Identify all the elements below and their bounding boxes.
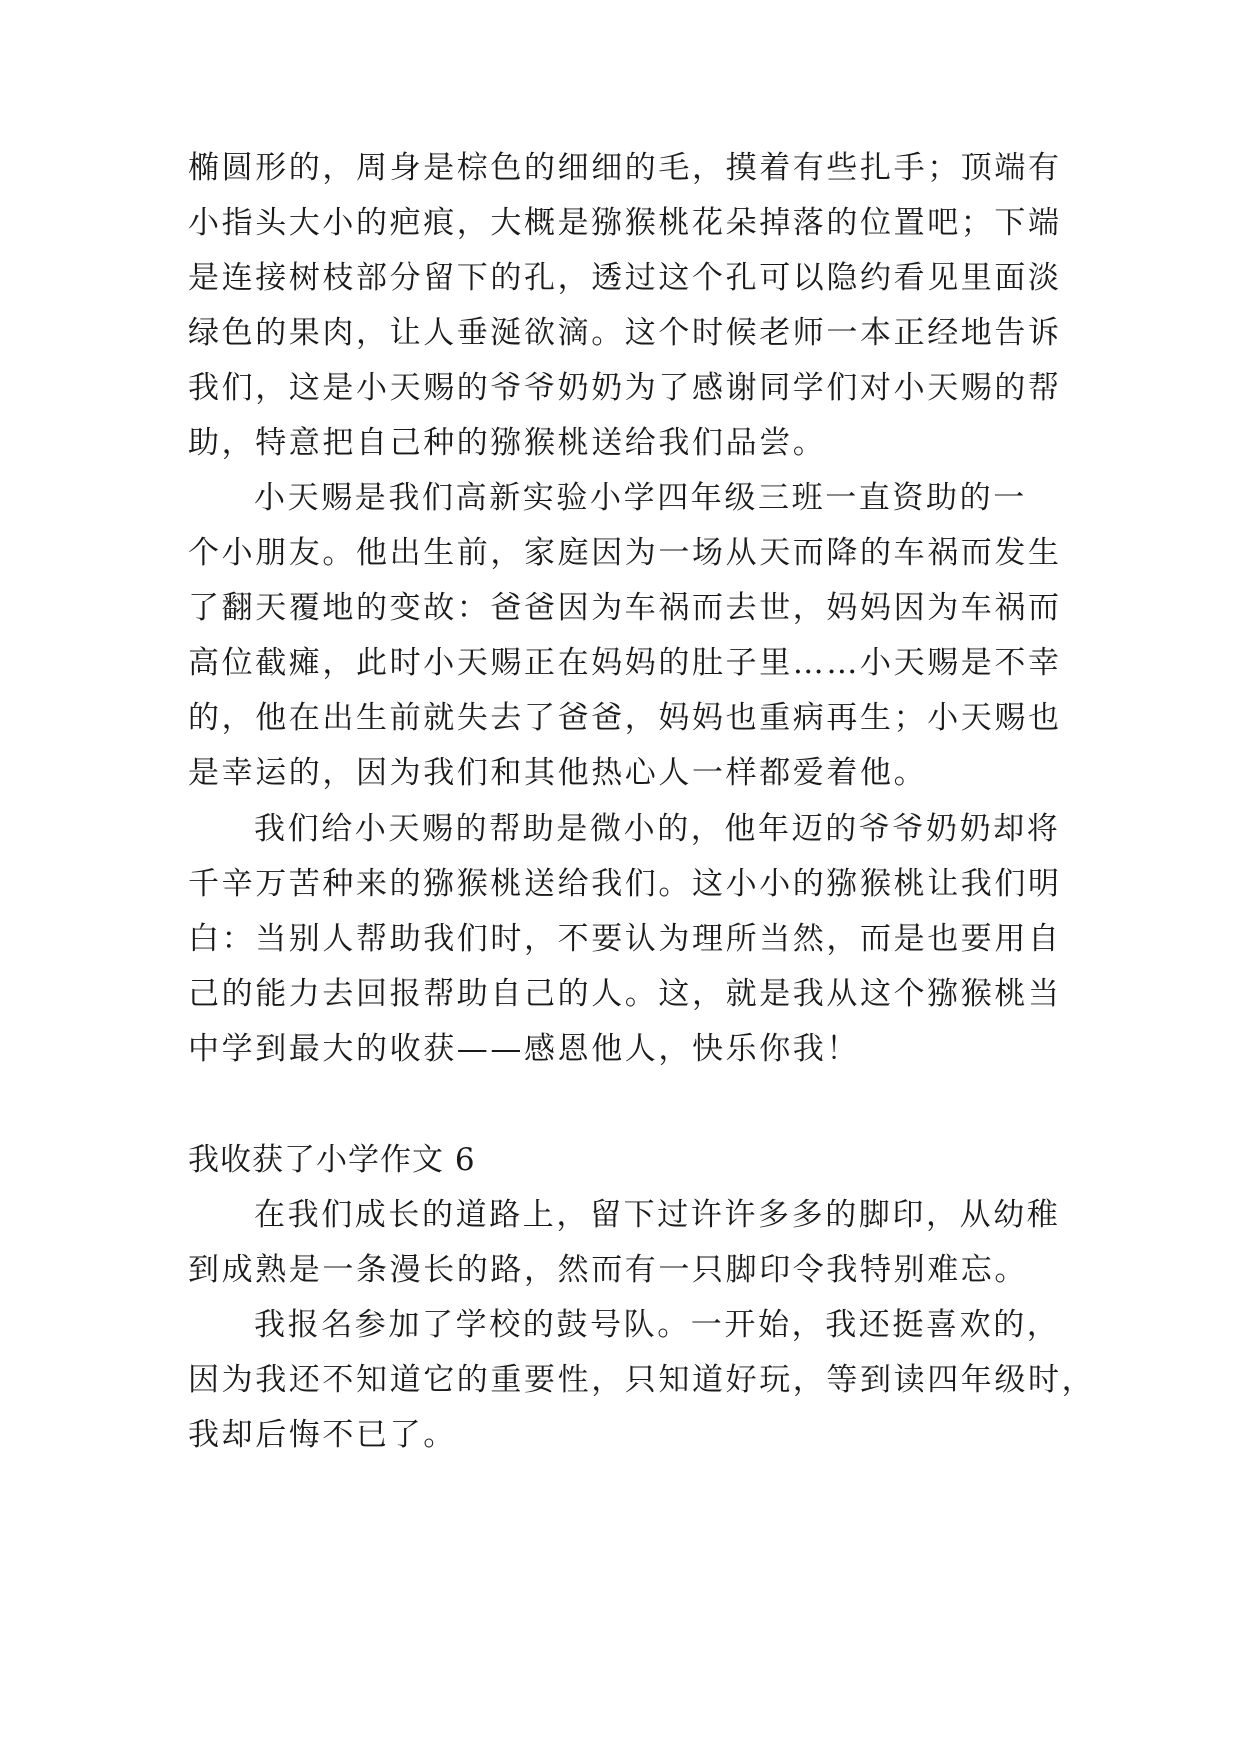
text-line: 到成熟是一条漫长的路，然而有一只脚印令我特别难忘。 [188, 1252, 1028, 1288]
text-line: 是幸运的，因为我们和其他热心人一样都爱着他。 [188, 755, 928, 791]
text-line: 己的能力去回报帮助自己的人。这，就是我从这个猕猴桃当 [188, 976, 1062, 1012]
text-line: 我们，这是小天赐的爷爷奶奶为了感谢同学们对小天赐的帮 [188, 370, 1062, 406]
text-line: 小天赐是我们高新实验小学四年级三班一直资助的一 [254, 480, 1027, 516]
section-heading: 我收获了小学作文 6 [188, 1142, 476, 1178]
text-line: 的，他在出生前就失去了爸爸，妈妈也重病再生；小天赐也 [188, 700, 1062, 736]
text-line: 椭圆形的，周身是棕色的细细的毛，摸着有些扎手；顶端有 [188, 150, 1062, 186]
text-line: 是连接树枝部分留下的孔，透过这个孔可以隐约看见里面淡 [188, 260, 1062, 296]
text-line: 因为我还不知道它的重要性，只知道好玩，等到读四年级时， [188, 1362, 1096, 1398]
text-line: 我报名参加了学校的鼓号队。一开始，我还挺喜欢的， [254, 1307, 1061, 1343]
text-line: 千辛万苦种来的猕猴桃送给我们。这小小的猕猴桃让我们明 [188, 866, 1062, 902]
text-line: 了翻天覆地的变故：爸爸因为车祸而去世，妈妈因为车祸而 [188, 590, 1062, 626]
text-line: 在我们成长的道路上，留下过许许多多的脚印，从幼稚 [254, 1197, 1061, 1233]
text-line: 个小朋友。他出生前，家庭因为一场从天而降的车祸而发生 [188, 535, 1062, 571]
text-line: 绿色的果肉，让人垂涎欲滴。这个时候老师一本正经地告诉 [188, 315, 1062, 351]
text-line: 我们给小天赐的帮助是微小的，他年迈的爷爷奶奶却将 [254, 811, 1061, 847]
text-line: 助，特意把自己种的猕猴桃送给我们品尝。 [188, 425, 827, 461]
text-line: 我却后悔不已了。 [188, 1417, 457, 1453]
text-line: 中学到最大的收获——感恩他人，快乐你我！ [188, 1031, 860, 1067]
text-line: 白：当别人帮助我们时，不要认为理所当然，而是也要用自 [188, 921, 1062, 957]
text-line: 高位截瘫，此时小天赐正在妈妈的肚子里……小天赐是不幸 [188, 645, 1062, 681]
text-line: 小指头大小的疤痕，大概是猕猴桃花朵掉落的位置吧；下端 [188, 205, 1062, 241]
